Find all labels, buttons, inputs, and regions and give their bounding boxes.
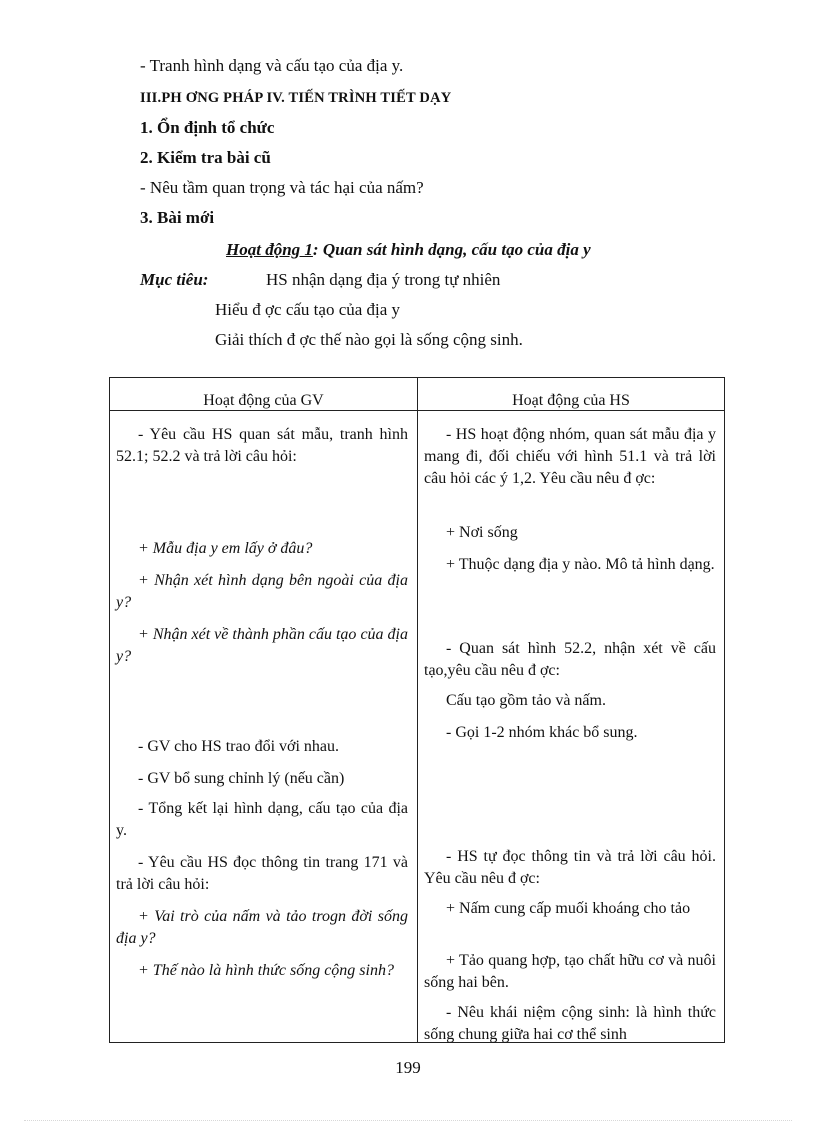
header-divider: [110, 410, 724, 411]
gv-item: + Nhận xét hình dạng bên ngoài của địa y?: [116, 572, 408, 611]
gv-item: + Mẫu địa y em lấy ở đâu?: [138, 540, 313, 557]
heading-1: 1. Ổn định tổ chức: [140, 118, 275, 137]
hs-item: - Gọi 1-2 nhóm khác bổ sung.: [446, 724, 638, 741]
hs-item: + Nơi sống: [446, 524, 518, 541]
hs-item: - HS tự đọc thông tin và trả lời câu hỏi. Yêu cầu nêu đ ợc:: [424, 848, 716, 887]
activity-title: [226, 240, 591, 260]
hs-item: - HS hoạt động nhóm, quan sát mẫu địa y mang đi, đối chiếu với hình 51.1 và trả lời câu hỏi các ý 1,2. Yêu cầu nêu đ ợc:: [424, 426, 716, 487]
gv-item: - Yêu cầu HS đọc thông tin trang 171 và trả lời câu hỏi:: [116, 854, 408, 893]
gv-item: + Nhận xét về thành phần cấu tạo của địa y?: [116, 626, 408, 665]
footer-divider: [24, 1120, 792, 1121]
activity-label: Hoạt động 1: [226, 240, 313, 259]
materials-line: - Tranh hình dạng và cấu tạo của địa y.: [140, 56, 404, 75]
objective-item: Giải thích đ ợc thế nào gọi là sống cộng sinh.: [215, 330, 523, 349]
hs-item: + Thuộc dạng địa y nào. Mô tả hình dạng.: [446, 556, 715, 573]
activity-rest: : Quan sát hình dạng, cấu tạo của địa y: [312, 240, 591, 259]
header-gv: Hoạt động của GV: [203, 392, 324, 409]
section-iii-heading: III.PH ƠNG PHÁP IV. TIẾN TRÌNH TIẾT DẠY: [140, 90, 452, 106]
gv-item: - Tổng kết lại hình dạng, cấu tạo của địa y.: [116, 800, 408, 839]
activity-table: [109, 377, 725, 1043]
gv-item: - GV bổ sung chỉnh lý (nếu cần): [138, 770, 345, 787]
hs-item: - Quan sát hình 52.2, nhận xét về cấu tạo,yêu cầu nêu đ ợc:: [424, 640, 716, 679]
review-question: - Nêu tầm quan trọng và tác hại của nấm?: [140, 178, 424, 197]
header-hs: Hoạt động của HS: [512, 392, 630, 409]
objective-item: Hiểu đ ợc cấu tạo của địa y: [215, 300, 401, 319]
gv-item: + Thế nào là hình thức sống cộng sinh?: [138, 962, 394, 979]
heading-3: 3. Bài mới: [140, 208, 215, 227]
gv-item: + Vai trò của nấm và tảo trogn đời sống địa y?: [116, 908, 408, 947]
hs-item: + Nấm cung cấp muối khoáng cho tảo: [446, 900, 691, 917]
gv-item: - Yêu cầu HS quan sát mẫu, tranh hình 52.1; 52.2 và trả lời câu hỏi:: [116, 426, 408, 465]
objective-item: HS nhận dạng địa ý trong tự nhiên: [266, 270, 501, 289]
heading-2: 2. Kiểm tra bài cũ: [140, 148, 271, 167]
hs-item: - Nêu khái niệm cộng sinh: là hình thức sống chung giữa hai cơ thể sinh: [424, 1004, 716, 1043]
page-number: 199: [395, 1058, 421, 1077]
column-divider: [417, 378, 418, 1042]
hs-item: Cấu tạo gồm tảo và nấm.: [446, 692, 606, 709]
gv-item: - GV cho HS trao đổi với nhau.: [138, 738, 340, 755]
hs-item: + Tảo quang hợp, tạo chất hữu cơ và nuôi sống hai bên.: [424, 952, 716, 991]
objective-label: Mục tiêu:: [140, 270, 209, 289]
